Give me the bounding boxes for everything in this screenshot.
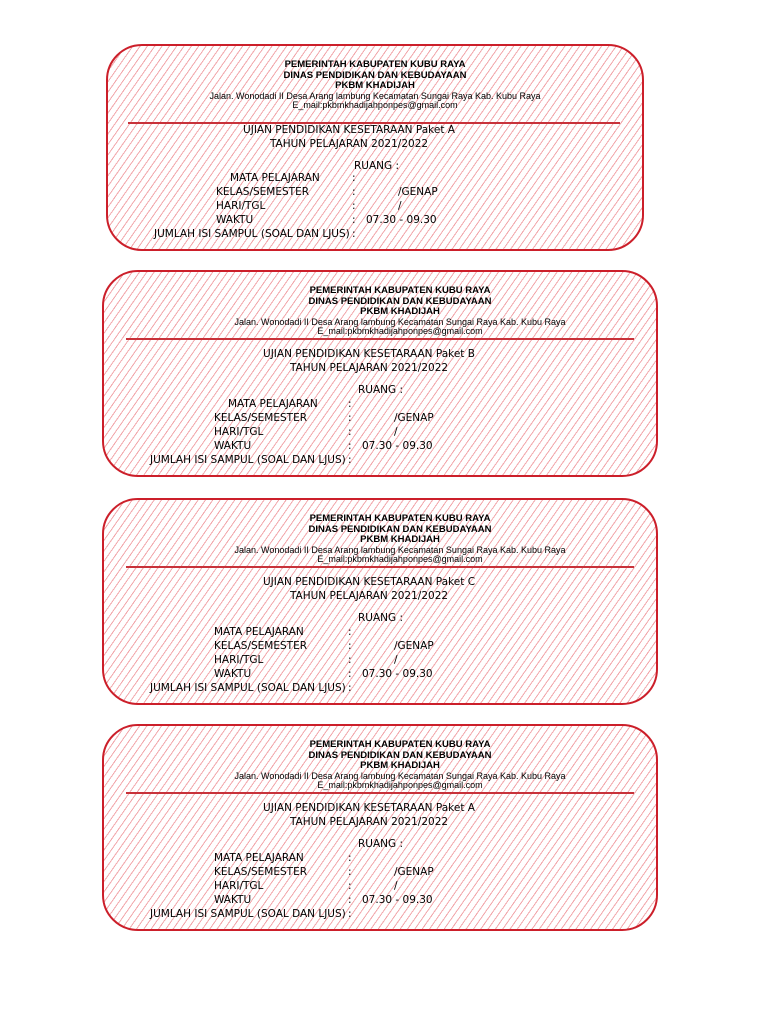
envelope-label-card-4	[102, 724, 658, 931]
class-colon: :	[352, 186, 356, 198]
divider	[126, 792, 634, 794]
room-label: RUANG :	[358, 384, 404, 396]
envelope-label-card-1	[106, 44, 644, 251]
institution-name: PKBM KHADIJAH	[360, 306, 440, 317]
class-label: KELAS/SEMESTER	[214, 640, 307, 652]
subject-colon: :	[348, 398, 352, 410]
letterhead	[144, 514, 656, 565]
count-colon: :	[348, 454, 352, 466]
time-colon: :	[352, 214, 356, 226]
academic-year: TAHUN PELAJARAN 2021/2022	[289, 589, 449, 602]
date-colon: :	[348, 880, 352, 892]
institution-name: PKBM KHADIJAH	[360, 760, 440, 771]
subject-label: MATA PELAJARAN	[214, 626, 304, 638]
count-label: JUMLAH ISI SAMPUL (SOAL DAN LJUS)	[150, 908, 346, 920]
dept-title: DINAS PENDIDIKAN DAN KEBUDAYAAN	[308, 523, 492, 535]
class-value: /GENAP	[394, 866, 434, 878]
letterhead	[144, 286, 656, 337]
date-label: HARI/TGL	[216, 200, 266, 212]
date-colon: :	[352, 200, 356, 212]
class-label: KELAS/SEMESTER	[214, 866, 307, 878]
dept-title: DINAS PENDIDIKAN DAN KEBUDAYAAN	[308, 749, 492, 761]
dept-title: DINAS PENDIDIKAN DAN KEBUDAYAAN	[283, 69, 467, 81]
class-label: KELAS/SEMESTER	[214, 412, 307, 424]
exam-title-block	[56, 124, 642, 151]
academic-year: TAHUN PELAJARAN 2021/2022	[289, 815, 449, 828]
date-value: /	[394, 654, 398, 666]
time-colon: :	[348, 668, 352, 680]
date-label: HARI/TGL	[214, 880, 264, 892]
exam-title: UJIAN PENDIDIKAN KESETARAAN Paket B	[263, 348, 475, 360]
room-label: RUANG :	[358, 612, 404, 624]
exam-title-block	[82, 802, 656, 829]
date-value: /	[394, 426, 398, 438]
time-label: WAKTU	[216, 214, 254, 226]
count-colon: :	[348, 908, 352, 920]
date-value: /	[398, 200, 402, 212]
academic-year: TAHUN PELAJARAN 2021/2022	[269, 137, 429, 150]
exam-title-block	[82, 348, 656, 375]
class-value: /GENAP	[394, 412, 434, 424]
institution-name: PKBM KHADIJAH	[360, 534, 440, 545]
class-colon: :	[348, 640, 352, 652]
dept-title: DINAS PENDIDIKAN DAN KEBUDAYAAN	[308, 295, 492, 307]
envelope-label-card-3	[102, 498, 658, 705]
time-value: 07.30 - 09.30	[366, 214, 437, 226]
subject-colon: :	[348, 852, 352, 864]
gov-title: PEMERINTAH KABUPATEN KUBU RAYA	[284, 59, 466, 70]
class-value: /GENAP	[394, 640, 434, 652]
date-colon: :	[348, 426, 352, 438]
divider	[126, 566, 634, 568]
subject-colon: :	[348, 626, 352, 638]
address: Jalan. Wonodadi II Desa Arang lambung Kecamatan Sungai Raya Kab. Kubu Raya	[234, 316, 566, 327]
email: E_mail:pkbmkhadijahponpes@gmail.com	[317, 326, 483, 337]
divider	[126, 338, 634, 340]
exam-title: UJIAN PENDIDIKAN KESETARAAN Paket A	[263, 802, 475, 814]
time-value: 07.30 - 09.30	[362, 894, 433, 906]
time-label: WAKTU	[214, 894, 252, 906]
count-colon: :	[352, 228, 356, 240]
class-value: /GENAP	[398, 186, 438, 198]
gov-title: PEMERINTAH KABUPATEN KUBU RAYA	[309, 513, 491, 524]
address: Jalan. Wonodadi II Desa Arang lambung Kecamatan Sungai Raya Kab. Kubu Raya	[234, 544, 566, 555]
subject-label: MATA PELAJARAN	[230, 172, 320, 184]
date-colon: :	[348, 654, 352, 666]
time-colon: :	[348, 894, 352, 906]
date-value: /	[394, 880, 398, 892]
address: Jalan. Wonodadi II Desa Arang lambung Kecamatan Sungai Raya Kab. Kubu Raya	[209, 90, 541, 101]
exam-title: UJIAN PENDIDIKAN KESETARAAN Paket C	[262, 576, 476, 588]
class-colon: :	[348, 412, 352, 424]
academic-year: TAHUN PELAJARAN 2021/2022	[289, 361, 449, 374]
subject-label: MATA PELAJARAN	[228, 398, 318, 410]
subject-colon: :	[352, 172, 356, 184]
date-label: HARI/TGL	[214, 654, 264, 666]
email: E_mail:pkbmkhadijahponpes@gmail.com	[292, 100, 458, 111]
time-value: 07.30 - 09.30	[362, 668, 433, 680]
institution-name: PKBM KHADIJAH	[335, 80, 415, 91]
email: E_mail:pkbmkhadijahponpes@gmail.com	[317, 780, 483, 791]
count-label: JUMLAH ISI SAMPUL (SOAL DAN LJUS)	[150, 682, 346, 694]
room-label: RUANG :	[358, 838, 404, 850]
subject-label: MATA PELAJARAN	[214, 852, 304, 864]
count-label: JUMLAH ISI SAMPUL (SOAL DAN LJUS)	[150, 454, 346, 466]
gov-title: PEMERINTAH KABUPATEN KUBU RAYA	[309, 739, 491, 750]
date-label: HARI/TGL	[214, 426, 264, 438]
room-label: RUANG :	[354, 160, 400, 172]
envelope-label-card-2	[102, 270, 658, 477]
address: Jalan. Wonodadi II Desa Arang lambung Kecamatan Sungai Raya Kab. Kubu Raya	[234, 770, 566, 781]
time-label: WAKTU	[214, 440, 252, 452]
class-colon: :	[348, 866, 352, 878]
count-label: JUMLAH ISI SAMPUL (SOAL DAN LJUS)	[154, 228, 350, 240]
letterhead	[144, 740, 656, 791]
class-label: KELAS/SEMESTER	[216, 186, 309, 198]
exam-title: UJIAN PENDIDIKAN KESETARAAN Paket A	[243, 124, 455, 136]
time-value: 07.30 - 09.30	[362, 440, 433, 452]
email: E_mail:pkbmkhadijahponpes@gmail.com	[317, 554, 483, 565]
time-colon: :	[348, 440, 352, 452]
time-label: WAKTU	[214, 668, 252, 680]
count-colon: :	[348, 682, 352, 694]
gov-title: PEMERINTAH KABUPATEN KUBU RAYA	[309, 285, 491, 296]
letterhead	[108, 60, 642, 111]
exam-title-block	[82, 576, 656, 603]
